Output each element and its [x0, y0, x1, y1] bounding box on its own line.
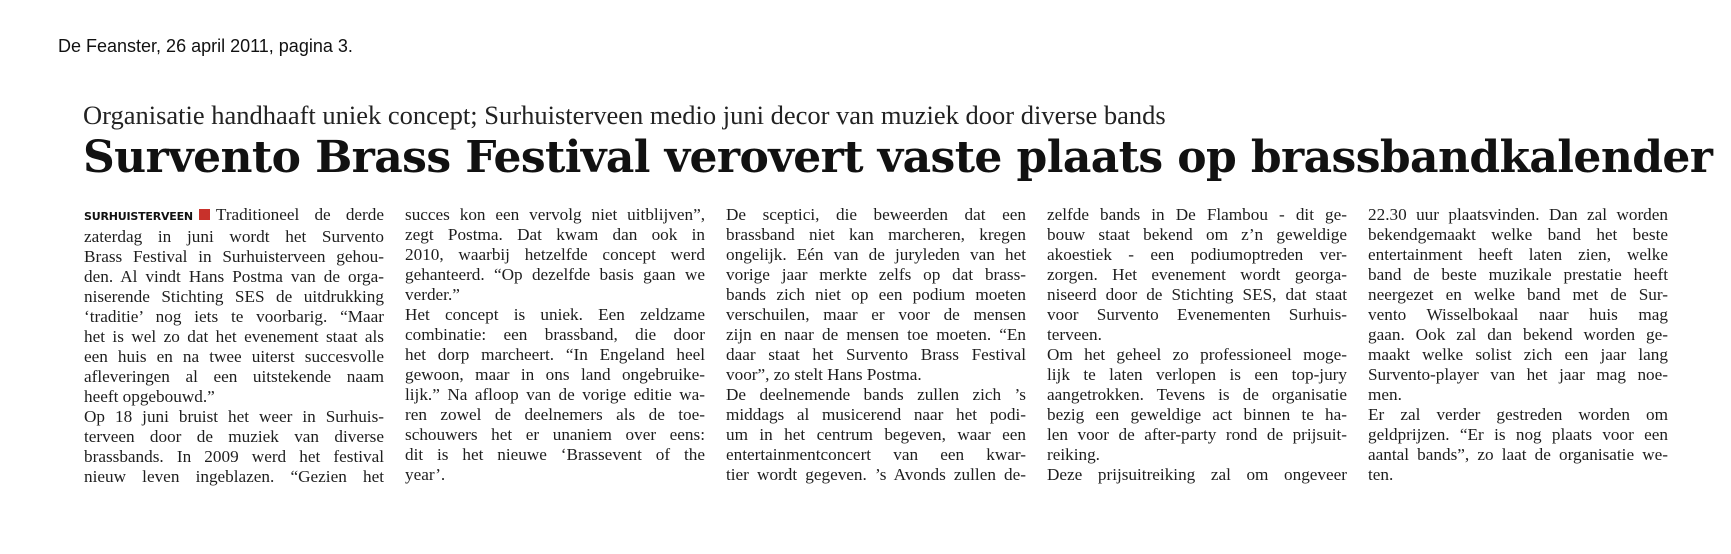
- article-column-4: [1047, 205, 1347, 485]
- text-line: vento Wisselbokaal naar huis mag: [1368, 305, 1668, 324]
- text-line: maakt welke solist zich een jaar lang: [1368, 345, 1668, 364]
- text-line: afleveringen al een uitstekende naam: [84, 367, 384, 386]
- text-line: nieuw leven ingeblazen. “Gezien het: [84, 467, 384, 486]
- text-line: Brass Festival in Surhuisterveen gehou-: [84, 247, 384, 266]
- text-line: niserende Stichting SES de uitdrukking: [84, 287, 384, 306]
- text-line: Er zal verder gestreden worden om: [1368, 405, 1668, 424]
- text-line: gehanteerd. “Op dezelfde basis gaan we: [405, 265, 705, 284]
- text-line: zelfde bands in De Flambou - dit ge-: [1047, 205, 1347, 224]
- article-column-2: [405, 205, 705, 485]
- article-column-5: [1368, 205, 1668, 485]
- text-line: het dorp marcheert. “In Engeland heel: [405, 345, 705, 364]
- article-column-1: [84, 205, 384, 487]
- text-line: um in het centrum begeven, waar een: [726, 425, 1026, 444]
- text-line: zijn en naar de mensen toe moeten. “En: [726, 325, 1026, 344]
- text-line: tier wordt gegeven. ’s Avonds zullen de-: [726, 465, 1026, 484]
- text-line: akoestiek - een podiumoptreden ver-: [1047, 245, 1347, 264]
- text-line: entertainment heeft laten zien, welke: [1368, 245, 1668, 264]
- text-line: voor Survento Evenementen Surhuis-: [1047, 305, 1347, 324]
- text-line: zorgen. Het evenement wordt georga-: [1047, 265, 1347, 284]
- text-line: band de beste muzikale prestatie heeft: [1368, 265, 1668, 284]
- text-line: Om het geheel zo professioneel moge-: [1047, 345, 1347, 364]
- text-line: len voor de after-party rond de prijsuit-: [1047, 425, 1347, 444]
- text-line: bekendgemaakt welke band het beste: [1368, 225, 1668, 244]
- text-line: heeft opgebouwd.”: [84, 387, 215, 406]
- text-line: gewoon, maar in ons land ongebruike-: [405, 365, 705, 384]
- red-square-marker: [199, 209, 210, 220]
- text-line: Survento-player van het jaar mag noe-: [1368, 365, 1668, 384]
- text-line: ‘traditie’ nog iets te voorbarig. “Maar: [84, 307, 384, 326]
- text-line: ten.: [1368, 465, 1394, 484]
- text-line: zaterdag in juni wordt het Survento: [84, 227, 384, 246]
- text-line: ren zowel de deelnemers als de toe-: [405, 405, 705, 424]
- text-line: daar staat het Survento Brass Festival: [726, 345, 1026, 364]
- text-line: bezig een geweldige act binnen te ha-: [1047, 405, 1347, 424]
- text-line: schouwers het er unaniem over eens:: [405, 425, 705, 444]
- text-line: middags al musicerend naar het podi-: [726, 405, 1026, 424]
- text-line: combinatie: een brassband, die door: [405, 325, 705, 344]
- text-line: een huis en na twee uiterst succesvolle: [84, 347, 384, 366]
- text-line: geldprijzen. “Er is nog plaats voor een: [1368, 425, 1668, 444]
- text-line: entertainmentconcert van een kwar-: [726, 445, 1026, 464]
- text-line: bouw staat bekend om z’n geweldige: [1047, 225, 1347, 244]
- text-line: lijk te laten verlopen is een top-jury: [1047, 365, 1347, 384]
- text-line: voor”, zo stelt Hans Postma.: [726, 365, 922, 384]
- text-line: ongelijk. Eén van de juryleden van het: [726, 245, 1026, 264]
- text-line: 22.30 uur plaatsvinden. Dan zal worden: [1368, 205, 1668, 224]
- text-line: De deelnemende bands zullen zich ’s: [726, 385, 1026, 404]
- text-line: brassband niet kan marcheren, kregen: [726, 225, 1026, 244]
- source-line: De Feanster, 26 april 2011, pagina 3.: [58, 36, 353, 56]
- text-line: lijk.” Na afloop van de vorige editie wa-: [405, 385, 705, 404]
- text-line: succes kon een vervolg niet uitblijven”,: [405, 205, 705, 224]
- text-line: terveen.: [1047, 325, 1102, 344]
- text-line: SURHUISTERVEEN Traditioneel de derde: [84, 205, 384, 224]
- text-line: aangetrokken. Tevens is de organisatie: [1047, 385, 1347, 404]
- text-line: reiking.: [1047, 445, 1100, 464]
- text-line: year’.: [405, 465, 446, 484]
- text-line: verschuilen, maar er voor de mensen: [726, 305, 1026, 324]
- text-line: zegt Postma. Dat kwam dan ook in: [405, 225, 705, 244]
- text-line: den. Al vindt Hans Postma van de orga-: [84, 267, 384, 286]
- text-line: terveen door de muziek van diverse: [84, 427, 384, 446]
- text-line: De sceptici, die beweerden dat een: [726, 205, 1026, 224]
- article-kicker: Organisatie handhaaft uniek concept; Surhuisterveen medio juni decor van muziek door diverse bands: [83, 100, 1166, 130]
- text-line: neergezet en welke band met de Sur-: [1368, 285, 1668, 304]
- article-column-3: [726, 205, 1026, 485]
- text-line: niseerd door de Stichting SES, dat staat: [1047, 285, 1347, 304]
- text-line: brassbands. In 2009 werd het festival: [84, 447, 384, 466]
- text-line: bands zich niet op een podium moeten: [726, 285, 1026, 304]
- article-headline: Survento Brass Festival verovert vaste plaats op brassbandkalender: [83, 132, 1713, 183]
- text-line: het is wel zo dat het evenement staat als: [84, 327, 384, 346]
- text-line: verder.”: [405, 285, 460, 304]
- text-line: vorige jaar merkte zelfs op dat brass-: [726, 265, 1026, 284]
- dateline: SURHUISTERVEEN: [84, 210, 193, 223]
- text-line: gaan. Ook zal dan bekend worden ge-: [1368, 325, 1668, 344]
- text-line: men.: [1368, 385, 1402, 404]
- text-line: Op 18 juni bruist het weer in Surhuis-: [84, 407, 384, 426]
- text-line: Het concept is uniek. Een zeldzame: [405, 305, 705, 324]
- text-line: dit is het nieuwe ‘Brassevent of the: [405, 445, 705, 464]
- text-line: 2010, waarbij hetzelfde concept werd: [405, 245, 705, 264]
- text-line: aantal bands”, zo laat de organisatie we-: [1368, 445, 1668, 464]
- text-line: Deze prijsuitreiking zal om ongeveer: [1047, 465, 1347, 484]
